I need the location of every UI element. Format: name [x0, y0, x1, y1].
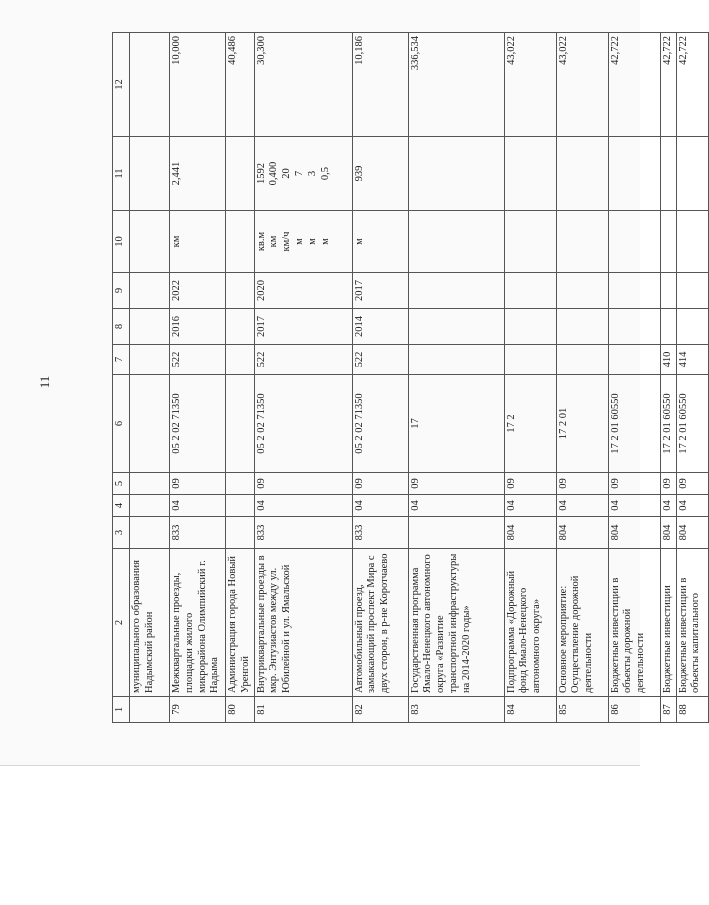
cell-c4: 04 [352, 495, 408, 517]
cell-c11 [556, 137, 608, 211]
table-row [676, 33, 708, 723]
cell-name: Бюджетные инвестиции в объекты дорожной деятельности [608, 549, 660, 697]
cell-c6: 17 2 01 [556, 375, 608, 473]
cell-num [130, 697, 170, 723]
cell-c4: 04 [408, 495, 504, 517]
cell-c3: 804 [504, 517, 556, 549]
cell-c9 [676, 273, 708, 309]
cell-c5: 09 [254, 473, 352, 495]
cell-c5: 09 [676, 473, 708, 495]
cell-c8 [408, 309, 504, 345]
table-row [660, 33, 676, 723]
cell-c6: 05 2 02 71350 [254, 375, 352, 473]
cell-name: Автомобильный проезд, замыкающий проспект Мира с двух сторон, в р-не Коротчаево [352, 549, 408, 697]
cell-c6: 05 2 02 71350 [352, 375, 408, 473]
cell-c12: 43,022 [556, 33, 608, 137]
cell-c3: 804 [608, 517, 660, 549]
cell-line: 2,441 [171, 161, 182, 186]
cell-c8: 2016 [170, 309, 226, 345]
table-row [226, 33, 255, 723]
cell-c12: 10,186 [352, 33, 408, 137]
cell-c9 [556, 273, 608, 309]
cell-c10 [352, 211, 408, 273]
cell-name: Бюджетные инвестиции [660, 549, 676, 697]
cell-c3: 833 [254, 517, 352, 549]
cell-c4: 04 [556, 495, 608, 517]
cell-num: 88 [676, 697, 708, 723]
cell-c12: 42,722 [676, 33, 708, 137]
cell-c9 [660, 273, 676, 309]
cell-c10 [130, 211, 170, 273]
cell-c9: 2020 [254, 273, 352, 309]
cell-c7 [608, 345, 660, 375]
cell-line: км/ч [281, 231, 293, 252]
table-row [170, 33, 226, 723]
cell-num: 84 [504, 697, 556, 723]
header-cell: 10 [113, 211, 130, 273]
table-row [608, 33, 660, 723]
table-row [352, 33, 408, 723]
cell-name: Основное мероприятие: Осуществление дорожной деятельности [556, 549, 608, 697]
cell-c11 [660, 137, 676, 211]
cell-c3: 804 [660, 517, 676, 549]
cell-name: Бюджетные инвестиции в объекты капитального [676, 549, 708, 697]
header-cell: 12 [113, 33, 130, 137]
cell-c9 [608, 273, 660, 309]
header-cell: 11 [113, 137, 130, 211]
cell-c5: 09 [608, 473, 660, 495]
cell-name: Подпрограмма «Дорожный фонд Ямало-Ненецкого автономного округа» [504, 549, 556, 697]
header-cell: 3 [113, 517, 130, 549]
table-row [408, 33, 504, 723]
header-cell: 7 [113, 345, 130, 375]
cell-c4: 04 [504, 495, 556, 517]
cell-c8 [660, 309, 676, 345]
cell-c6: 17 2 [504, 375, 556, 473]
cell-line: км [171, 235, 182, 248]
cell-c3: 833 [170, 517, 226, 549]
cell-c6: 05 2 02 71350 [170, 375, 226, 473]
cell-c7: 522 [254, 345, 352, 375]
cell-c7: 522 [170, 345, 226, 375]
header-cell: 4 [113, 495, 130, 517]
cell-line: 3 [306, 170, 318, 177]
table-row [130, 33, 170, 723]
cell-c5: 09 [170, 473, 226, 495]
cell-c7: 410 [660, 345, 676, 375]
cell-c5: 09 [408, 473, 504, 495]
header-cell: 9 [113, 273, 130, 309]
cell-c7 [226, 345, 255, 375]
cell-line: кв.м [255, 231, 267, 252]
cell-num: 85 [556, 697, 608, 723]
cell-c11 [254, 137, 352, 211]
cell-name: муниципального образования Надымский район [130, 549, 170, 697]
cell-c7 [130, 345, 170, 375]
cell-line: 0,5 [319, 166, 331, 181]
cell-c7: 414 [676, 345, 708, 375]
cell-c7 [408, 345, 504, 375]
cell-c6: 17 2 01 60550 [608, 375, 660, 473]
cell-num: 81 [254, 697, 352, 723]
header-cell: 5 [113, 473, 130, 495]
cell-c6: 17 2 01 60550 [676, 375, 708, 473]
cell-line: м [293, 238, 305, 245]
cell-c6: 17 [408, 375, 504, 473]
cell-c11 [504, 137, 556, 211]
cell-line: 7 [293, 170, 305, 177]
cell-c8: 2014 [352, 309, 408, 345]
cell-c12: 43,022 [504, 33, 556, 137]
cell-c4: 04 [660, 495, 676, 517]
cell-c3: 804 [556, 517, 608, 549]
cell-name: Внутриквартальные проезды в мкр. Энтузиастов между ул. Юбилейной и ул. Ямальской [254, 549, 352, 697]
cell-c3 [130, 517, 170, 549]
cell-line: м [353, 238, 365, 245]
cell-num: 79 [170, 697, 226, 723]
cell-c12: 42,722 [660, 33, 676, 137]
cell-c8 [608, 309, 660, 345]
cell-c4: 04 [170, 495, 226, 517]
header-cell: 6 [113, 375, 130, 473]
cell-c12: 42,722 [608, 33, 660, 137]
cell-c8 [504, 309, 556, 345]
budget-table [112, 32, 709, 723]
cell-name: Государственная программа Ямало-Ненецкого автономного округа «Развитие транспортной инфраструктуры на 2014-2020 годы» [408, 549, 504, 697]
cell-c12: 336,534 [408, 33, 504, 137]
cell-c3: 833 [352, 517, 408, 549]
cell-name: Межквартальные проезды, площадки жилого микрорайона Олимпийский г. Надыма [170, 549, 226, 697]
cell-line: м [306, 238, 318, 245]
cell-name: Администрация города Новый Уренгой [226, 549, 255, 697]
table-row [504, 33, 556, 723]
cell-num: 86 [608, 697, 660, 723]
cell-c10 [504, 211, 556, 273]
cell-c5 [226, 473, 255, 495]
cell-c5: 09 [556, 473, 608, 495]
cell-line: 1592 [255, 163, 267, 184]
cell-c11 [408, 137, 504, 211]
cell-c5 [130, 473, 170, 495]
cell-c8 [226, 309, 255, 345]
cell-line: 20 [281, 168, 293, 179]
cell-c11 [170, 137, 226, 211]
cell-c5: 09 [504, 473, 556, 495]
cell-c9: 2022 [170, 273, 226, 309]
cell-c3 [226, 517, 255, 549]
cell-c9: 2017 [352, 273, 408, 309]
cell-c8 [130, 309, 170, 345]
cell-line: 939 [353, 165, 365, 182]
cell-c12: 10,000 [170, 33, 226, 137]
cell-c11 [608, 137, 660, 211]
cell-c6: 17 2 01 60550 [660, 375, 676, 473]
cell-c11 [676, 137, 708, 211]
cell-c10 [226, 211, 255, 273]
cell-c5: 09 [660, 473, 676, 495]
cell-c8 [556, 309, 608, 345]
cell-line: 0,400 [268, 161, 280, 186]
cell-c4: 04 [254, 495, 352, 517]
cell-c6 [130, 375, 170, 473]
cell-c10 [170, 211, 226, 273]
header-cell: 8 [113, 309, 130, 345]
cell-c3 [408, 517, 504, 549]
cell-num: 83 [408, 697, 504, 723]
cell-c7 [504, 345, 556, 375]
cell-c7: 522 [352, 345, 408, 375]
cell-c4: 04 [676, 495, 708, 517]
cell-c8 [676, 309, 708, 345]
cell-c10 [660, 211, 676, 273]
cell-line: м [319, 238, 331, 245]
header-cell: 2 [113, 549, 130, 697]
cell-c10 [254, 211, 352, 273]
cell-c10 [676, 211, 708, 273]
cell-line: км [268, 235, 280, 248]
rotated-table-wrapper [112, 33, 702, 723]
cell-c7 [556, 345, 608, 375]
cell-c5: 09 [352, 473, 408, 495]
cell-c6 [226, 375, 255, 473]
cell-c4 [130, 495, 170, 517]
cell-c9 [504, 273, 556, 309]
cell-num: 87 [660, 697, 676, 723]
cell-c4: 04 [608, 495, 660, 517]
cell-c9 [226, 273, 255, 309]
header-cell: 1 [113, 697, 130, 723]
cell-num: 80 [226, 697, 255, 723]
page-number: 11 [37, 375, 52, 389]
cell-c10 [556, 211, 608, 273]
cell-c12: 30,300 [254, 33, 352, 137]
cell-c4 [226, 495, 255, 517]
table-row [556, 33, 608, 723]
cell-c9 [408, 273, 504, 309]
cell-c11 [352, 137, 408, 211]
cell-c8: 2017 [254, 309, 352, 345]
table-row [254, 33, 352, 723]
header-row [113, 33, 130, 723]
cell-c9 [130, 273, 170, 309]
cell-num: 82 [352, 697, 408, 723]
cell-c11 [226, 137, 255, 211]
cell-c10 [408, 211, 504, 273]
cell-c12 [130, 33, 170, 137]
cell-c11 [130, 137, 170, 211]
cell-c3: 804 [676, 517, 708, 549]
cell-c12: 40,486 [226, 33, 255, 137]
cell-c10 [608, 211, 660, 273]
